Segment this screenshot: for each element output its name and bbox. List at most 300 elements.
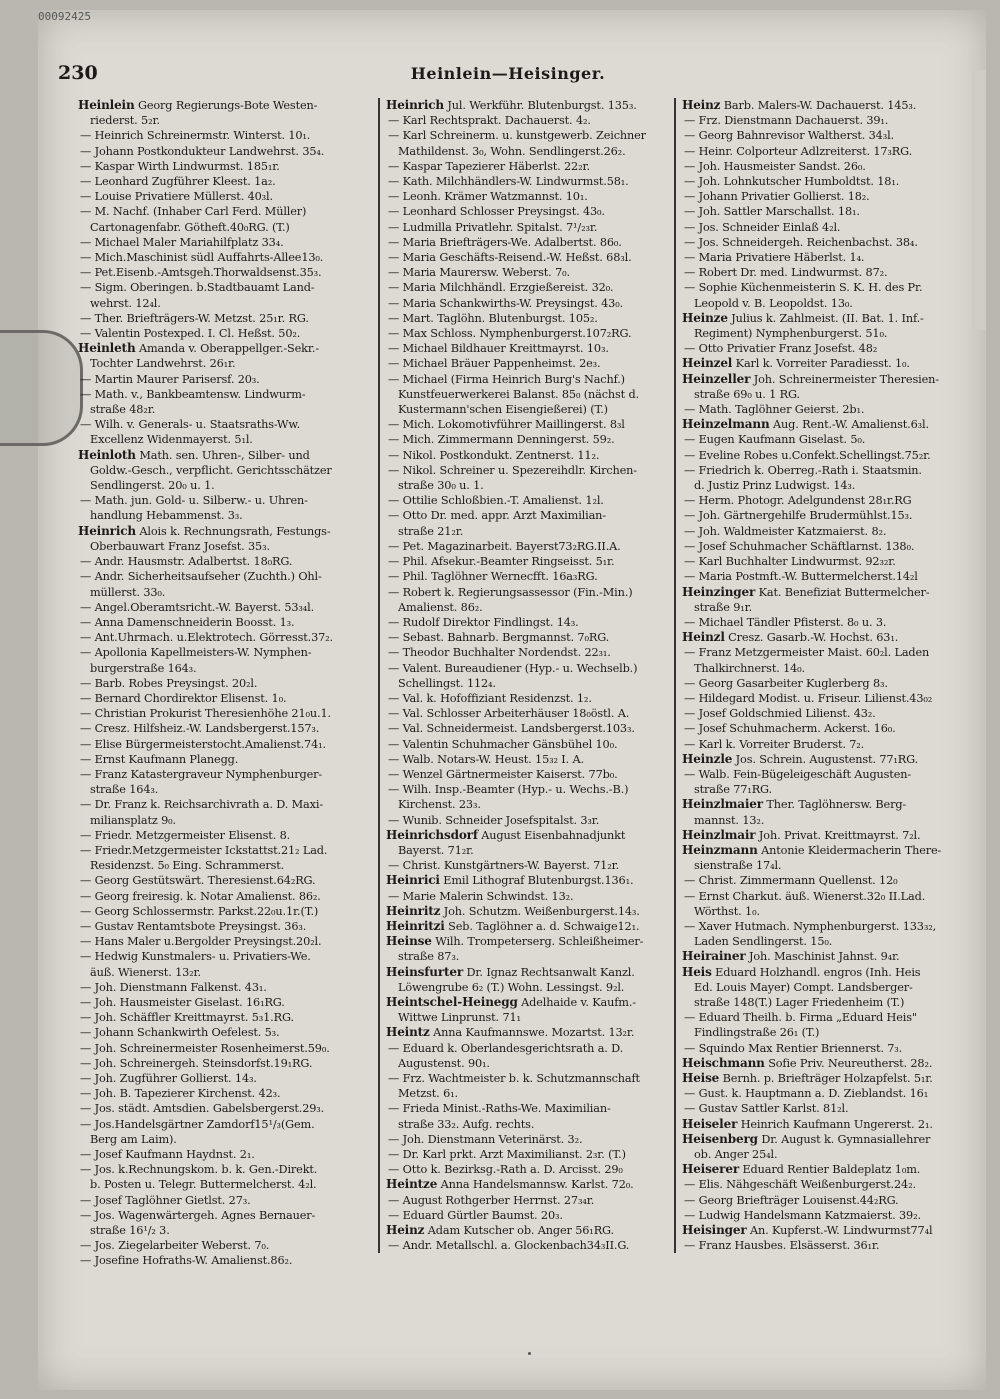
entry-text: straße 21₂r.: [398, 524, 464, 538]
entry-text: d. Justiz Prinz Ludwigst. 14₃.: [694, 479, 856, 493]
directory-entry: [682, 843, 972, 858]
entry-text: — Eduard Gürtler Baumst. 20₃.: [388, 1208, 563, 1222]
entry-text: — Valentin Postexped. I. Cl. Heßst. 50₂.: [80, 327, 301, 341]
directory-entry: [78, 630, 370, 645]
directory-entry: [682, 1025, 972, 1040]
entry-text: burgerstraße 164₃.: [90, 661, 197, 675]
entry-text: — Louise Privatiere Müllerst. 40₃l.: [80, 190, 273, 204]
directory-entry: [682, 706, 972, 721]
directory-entry: [78, 311, 370, 326]
entry-text: b. Posten u. Telegr. Buttermelcherst. 4₂l.: [90, 1178, 317, 1192]
directory-entry: [386, 326, 674, 341]
entry-text: — Elise Bürgermeisterstocht.Amalienst.74₁.: [80, 737, 326, 751]
surname-heading: Heintz: [386, 1025, 430, 1040]
directory-entry: [386, 1193, 674, 1208]
entry-text: Emil Lithograf Blutenburgst.136₁.: [439, 874, 634, 888]
entry-text: Seb. Taglöhner a. d. Schwaige12₁.: [444, 919, 640, 933]
surname-heading: Heinse: [386, 934, 432, 949]
directory-entry: [78, 949, 370, 964]
directory-entry: [682, 1162, 972, 1177]
entry-text: — Josef Taglöhner Gietlst. 27₃.: [80, 1193, 251, 1207]
entry-text: — Eduard k. Oberlandesgerichtsrath a. D.: [388, 1041, 624, 1055]
entry-text: mannst. 13₂.: [694, 813, 765, 827]
entry-text: Oberbauwart Franz Josefst. 35₃.: [90, 539, 270, 553]
entry-text: Schellingst. 112₄.: [398, 676, 496, 690]
surname-heading: Heiseler: [682, 1116, 738, 1131]
entry-text: Anna Kaufmannswe. Mozartst. 13₂r.: [429, 1026, 635, 1040]
binder-clip: [0, 330, 83, 446]
directory-entry: [78, 569, 370, 584]
entry-text: handlung Hebammenst. 3₃.: [90, 509, 243, 523]
entry-text: — Wenzel Gärtnermeister Kaiserst. 77b₀.: [388, 767, 618, 781]
entry-text: Wörthst. 1₀.: [694, 904, 760, 918]
directory-entry: [386, 1086, 674, 1101]
entry-text: Excellenz Widenmayerst. 5₁l.: [90, 433, 253, 447]
directory-entry: [78, 1010, 370, 1025]
entry-text: — Robert Dr. med. Lindwurmst. 87₂.: [684, 266, 888, 280]
entry-text: — Friedr. Metzgermeister Elisenst. 8.: [80, 828, 291, 842]
entry-text: — Georg Briefträger Louisenst.44₂RG.: [684, 1193, 899, 1207]
entry-text: Amalienst. 86₂.: [398, 600, 483, 614]
entry-text: straße 48₂r.: [90, 403, 156, 417]
entry-text: Julius k. Zahlmeist. (II. Bat. 1. Inf.-: [727, 311, 924, 325]
directory-entry: [78, 858, 370, 873]
entry-text: — Michael Bildhauer Kreittmayrst. 10₃.: [388, 342, 609, 356]
directory-entry: [682, 448, 972, 463]
entry-text: — Michael Maler Mariahilfplatz 33₄.: [80, 235, 284, 249]
directory-entry: [78, 280, 370, 295]
entry-text: — Friedr.Metzgermeister Ickstattst.21₂ Lad.: [80, 843, 328, 857]
directory-entry: [386, 691, 674, 706]
directory-entry: [682, 417, 972, 432]
directory-entry: [386, 463, 674, 478]
directory-entry: [386, 1162, 674, 1177]
entry-text: — Frz. Dienstmann Dachauerst. 39₁.: [684, 114, 889, 128]
directory-entry: [386, 949, 674, 964]
column-3: [674, 98, 972, 1253]
directory-entry: [386, 478, 674, 493]
directory-entry: [682, 280, 972, 295]
entry-text: Thalkirchnerst. 14₀.: [694, 661, 805, 675]
directory-entry: [78, 706, 370, 721]
directory-entry: [78, 965, 370, 980]
entry-text: ob. Anger 25₄l.: [694, 1148, 778, 1162]
entry-text: — Gustav Rentamtsbote Preysingst. 36₃.: [80, 919, 307, 933]
surname-heading: Heinleth: [78, 341, 136, 356]
directory-entry: [682, 1010, 972, 1025]
entry-text: — Anna Damenschneiderin Boosst. 1₃.: [80, 615, 295, 629]
directory-entry: [78, 113, 370, 128]
directory-entry: [78, 615, 370, 630]
entry-text: wehrst. 12₄l.: [90, 296, 161, 310]
directory-entry: [78, 174, 370, 189]
surname-heading: Heinzmann: [682, 842, 758, 857]
entry-text: An. Kupferst.-W. Lindwurmst77₄l: [746, 1224, 933, 1238]
entry-text: Ed. Louis Mayer) Compt. Landsberger-: [694, 980, 913, 994]
directory-entry: [78, 417, 370, 432]
surname-heading: Heiserer: [682, 1162, 740, 1177]
directory-entry: [78, 402, 370, 417]
entry-text: — Karl Schreinerm. u. kunstgewerb. Zeichner: [388, 129, 646, 143]
entry-text: — Marie Malerin Schwindst. 13₂.: [388, 889, 574, 903]
directory-entry: [386, 630, 674, 645]
entry-text: — Mich. Zimmermann Denningerst. 59₂.: [388, 433, 615, 447]
directory-entry: [386, 1025, 674, 1040]
entry-text: — Eugen Kaufmann Giselast. 5₀.: [684, 433, 866, 447]
directory-entry: [386, 265, 674, 280]
directory-entry: [78, 1253, 370, 1268]
entry-text: — Pet. Magazinarbeit. Bayerst73₂RG.II.A.: [388, 539, 621, 553]
entry-text: — Squindo Max Rentier Briennerst. 7₃.: [684, 1041, 903, 1055]
entry-text: — Val. Schlosser Arbeiterhäuser 18₀östl. A.: [388, 707, 630, 721]
entry-text: — Andr. Metallschl. a. Glockenbach34₃II.G.: [388, 1239, 630, 1253]
surname-heading: Heinz: [386, 1223, 425, 1238]
surname-heading: Heinzlmaier: [682, 797, 763, 812]
directory-entry: [386, 569, 674, 584]
surname-heading: Heinrici: [386, 873, 440, 888]
entry-text: Joh. Schreinermeister Theresien-: [750, 372, 939, 386]
directory-entry: [78, 463, 370, 478]
directory-entry: [78, 1177, 370, 1192]
directory-entry: [78, 1162, 370, 1177]
directory-entry: [386, 189, 674, 204]
directory-entry: [78, 919, 370, 934]
entry-text: — Joh. Zugführer Gollierst. 14₃.: [80, 1072, 257, 1085]
entry-text: — Leonh. Krämer Watzmannst. 10₁.: [388, 190, 588, 204]
directory-entry: [78, 645, 370, 660]
entry-text: Löwengrube 6₂ (T.) Wohn. Lessingst. 9₂l.: [398, 980, 625, 994]
directory-entry: [386, 1101, 674, 1116]
entry-text: straße 77₁RG.: [694, 783, 772, 797]
directory-entry: [78, 1147, 370, 1162]
directory-entry: [386, 1208, 674, 1223]
entry-text: Residenzst. 5₀ Eing. Schrammerst.: [90, 859, 285, 873]
entry-text: — Johann Postkondukteur Landwehrst. 35₄.: [80, 144, 325, 158]
entry-text: — Math. v., Bankbeamtensw. Lindwurm-: [80, 387, 306, 401]
entry-text: Math. sen. Uhren-, Silber- und: [135, 448, 310, 462]
entry-text: — Dr. Franz k. Reichsarchivrath a. D. Maxi-: [80, 798, 323, 812]
entry-text: — Valent. Bureaudiener (Hyp.- u. Wechselb.): [388, 661, 638, 675]
entry-text: — Val. k. Hofoffiziant Residenzst. 1₂.: [388, 691, 592, 705]
surname-heading: Heinz: [682, 98, 721, 112]
directory-entry: [386, 813, 674, 828]
directory-entry: [386, 387, 674, 402]
entry-text: — Ottilie Schloßbien.-T. Amalienst. 1₂l.: [388, 494, 604, 508]
surname-heading: Heinloth: [78, 447, 136, 462]
entry-text: — Eduard Theilh. b. Firma „Eduard Heis": [684, 1011, 917, 1025]
directory-entry: [682, 600, 972, 615]
entry-text: Kirchenst. 23₃.: [398, 798, 481, 812]
entry-text: — Karl Buchhalter Lindwurmst. 92₃₂r.: [684, 555, 896, 569]
surname-heading: Heinritzi: [386, 918, 445, 933]
directory-entry: [78, 1041, 370, 1056]
directory-entry: [386, 919, 674, 934]
entry-text: — Friedrich k. Oberreg.-Rath i. Staatsmin.: [684, 463, 922, 477]
directory-entry: [386, 1010, 674, 1025]
directory-entry: [386, 782, 674, 797]
directory-entry: [682, 767, 972, 782]
entry-text: — Jos. Wagenwärtergeh. Agnes Bernauer-: [80, 1208, 316, 1222]
directory-entry: [682, 220, 972, 235]
entry-text: — Hedwig Kunstmalers- u. Privatiers-We.: [80, 950, 311, 964]
directory-entry: [386, 1132, 674, 1147]
entry-text: — Jos. Ziegelarbeiter Weberst. 7₀.: [80, 1239, 270, 1253]
entry-text: — Christian Prokurist Theresienhöhe 21₀u.1.: [80, 707, 331, 721]
directory-entry: [78, 265, 370, 280]
entry-text: — Phil. Afsekur.-Beamter Ringseisst. 5₁r.: [388, 555, 615, 569]
directory-entry: [682, 569, 972, 584]
directory-entry: [682, 1177, 972, 1192]
directory-entry: [386, 843, 674, 858]
entry-text: — Joh. Schreinergeh. Steinsdorfst.19₁RG.: [80, 1056, 313, 1070]
entry-text: Adam Kutscher ob. Anger 56₁RG.: [424, 1224, 614, 1238]
directory-entry: [682, 1208, 972, 1223]
entry-text: — Barb. Robes Preysingst. 20₂l.: [80, 676, 258, 690]
directory-entry: [78, 493, 370, 508]
entry-text: Tochter Landwehrst. 26₁r.: [90, 357, 236, 371]
entry-text: — Rudolf Direktor Findlingst. 14₃.: [388, 615, 579, 629]
directory-entry: [78, 1208, 370, 1223]
directory-entry: [386, 767, 674, 782]
entry-text: straße 9₁r.: [694, 600, 753, 614]
entry-text: — Georg Schlossermstr. Parkst.22₀u.1r.(T.): [80, 904, 319, 918]
directory-entry: [78, 128, 370, 143]
column-2: [378, 98, 674, 1253]
entry-text: — Georg Gasarbeiter Kuglerberg 8₃.: [684, 676, 888, 690]
directory-entry: [78, 691, 370, 706]
directory-entry: [386, 159, 674, 174]
directory-entry: [78, 189, 370, 204]
entry-text: — Georg Gestütswärt. Theresienst.64₂RG.: [80, 874, 316, 888]
entry-text: — Robert k. Regierungsassessor (Fin.-Min.): [388, 585, 633, 599]
directory-entry: [386, 889, 674, 904]
entry-text: — Andr. Sicherheitsaufseher (Zuchth.) Ohl-: [80, 570, 322, 584]
entry-text: — Joh. Schäffler Kreittmayrst. 5₃1.RG.: [80, 1011, 294, 1025]
directory-entry: [682, 630, 972, 645]
directory-entry: [78, 220, 370, 235]
entry-text: — Martin Maurer Parisersf. 20₃.: [80, 372, 260, 386]
directory-entry: [682, 1117, 972, 1132]
surname-heading: Heise: [682, 1071, 720, 1085]
entry-text: — Franz Hausbes. Elsässerst. 36₁r.: [684, 1239, 880, 1253]
directory-entry: [78, 524, 370, 539]
surname-heading: Heintschel-Heinegg: [386, 994, 518, 1009]
directory-entry: [386, 934, 674, 949]
directory-entry: [78, 585, 370, 600]
entry-text: — Christ. Zimmermann Quellenst. 12₀: [684, 874, 898, 888]
entry-text: straße 164₃.: [90, 783, 159, 797]
entry-text: — Mich.Maschinist südl Auffahrts-Allee13₀.: [80, 251, 324, 265]
entry-text: — Elis. Nähgeschäft Weißenburgerst.24₂.: [684, 1178, 916, 1192]
directory-entry: [78, 235, 370, 250]
entry-text: — Ant.Uhrmach. u.Elektrotech. Görresst.37₂.: [80, 631, 333, 645]
directory-entry: [682, 493, 972, 508]
entry-text: — Herm. Photogr. Adelgundenst 28₁r.RG: [684, 494, 912, 508]
entry-text: Joh. Maschinist Jahnst. 9₄r.: [745, 950, 900, 964]
surname-heading: Heinzelmann: [682, 417, 770, 432]
entry-text: — Ther. Briefträgers-W. Metzst. 25₁r. RG.: [80, 311, 309, 325]
entry-text: — Mich. Lokomotivführer Maillingerst. 8₃l: [388, 418, 625, 432]
entry-text: — Pet.Eisenb.-Amtsgeh.Thorwaldsenst.35₃.: [80, 266, 322, 280]
entry-text: Sofie Priv. Neureutherst. 28₂.: [764, 1056, 933, 1070]
directory-entry: [386, 98, 674, 113]
entry-text: Dr. Ignaz Rechtsanwalt Kanzl.: [463, 965, 635, 979]
entry-text: — Xaver Hutmach. Nymphenburgerst. 133₃₂,: [684, 919, 937, 933]
directory-entry: [682, 128, 972, 143]
directory-entry: [386, 235, 674, 250]
entry-text: straße 148(T.) Lager Friedenheim (T.): [694, 995, 905, 1009]
directory-entry: [682, 113, 972, 128]
directory-entry: [682, 1056, 972, 1071]
directory-entry: [386, 645, 674, 660]
directory-entry: [78, 508, 370, 523]
ink-speck: [528, 1352, 531, 1355]
entry-text: — Kaspar Tapezierer Häberlst. 22₂r.: [388, 159, 590, 173]
entry-text: — Andr. Hausmstr. Adalbertst. 18₀RG.: [80, 555, 293, 569]
entry-text: — Josef Schuhmacherm. Ackerst. 16₀.: [684, 722, 896, 736]
directory-entry: [386, 174, 674, 189]
directory-entry: [386, 1223, 674, 1238]
entry-text: Joh. Schutzm. Weißenburgerst.14₃.: [440, 904, 640, 918]
directory-entry: [682, 873, 972, 888]
surname-heading: Heisinger: [682, 1223, 747, 1238]
directory-entry: [682, 737, 972, 752]
directory-entry: [682, 889, 972, 904]
entry-text: — Theodor Buchhalter Nordendst. 22₃₁.: [388, 646, 611, 660]
entry-text: — Cresz. Hilfsheiz.-W. Landsbergerst.157₃.: [80, 722, 320, 736]
surname-heading: Heinze: [682, 310, 728, 325]
directory-entry: [386, 417, 674, 432]
entry-text: — Joh. Sattler Marschallst. 18₁.: [684, 205, 860, 219]
directory-entry: [78, 600, 370, 615]
directory-entry: [682, 995, 972, 1010]
surname-heading: Heinrich: [78, 523, 136, 538]
directory-entry: [78, 1132, 370, 1147]
directory-entry: [682, 1132, 972, 1147]
entry-text: — Phil. Taglöhner Wernecfft. 16a₃RG.: [388, 570, 598, 584]
entry-text: — Maria Milchhändl. Erzgießereist. 32₀.: [388, 281, 614, 295]
entry-text: — Maria Privatiere Häberlst. 1₄.: [684, 251, 865, 265]
entry-text: — Joh. Hausmeister Giselast. 16₁RG.: [80, 995, 285, 1009]
directory-entry: [386, 1041, 674, 1056]
directory-entry: [682, 296, 972, 311]
directory-entry: [682, 204, 972, 219]
directory-entry: [386, 1177, 674, 1192]
directory-entry: [682, 524, 972, 539]
directory-entry: [682, 919, 972, 934]
entry-text: — Hans Maler u.Bergolder Preysingst.20₂l.: [80, 935, 322, 949]
directory-entry: [682, 144, 972, 159]
directory-entry: [78, 250, 370, 265]
directory-entry: [682, 615, 972, 630]
entry-text: — Nikol. Postkondukt. Zentnerst. 11₂.: [388, 448, 600, 462]
entry-text: — Eveline Robes u.Confekt.Schellingst.75₂r.: [684, 448, 931, 462]
directory-entry: [682, 828, 972, 843]
entry-text: Metzst. 6₁.: [398, 1087, 458, 1101]
directory-entry: [78, 661, 370, 676]
directory-entry: [78, 843, 370, 858]
entry-text: Laden Sendlingerst. 15₀.: [694, 935, 833, 949]
directory-entry: [78, 1056, 370, 1071]
entry-text: Sendlingerst. 20₀ u. 1.: [90, 479, 215, 493]
entry-text: — Josef Kaufmann Haydnst. 2₁.: [80, 1148, 255, 1162]
directory-entry: [682, 813, 972, 828]
directory-entry: [682, 1071, 972, 1086]
directory-entry: [78, 1223, 370, 1238]
entry-text: — Michael Tändler Pfisterst. 8₀ u. 3.: [684, 615, 887, 629]
entry-text: — Josef Goldschmied Lilienst. 43₂.: [684, 707, 876, 721]
entry-text: — Joh. Gärtnergehilfe Brudermühlst.15₃.: [684, 509, 913, 523]
surname-heading: Heisenberg: [682, 1131, 758, 1146]
entry-text: Wilh. Trompeterserg. Schleißheimer-: [431, 935, 644, 949]
directory-entry: [682, 554, 972, 569]
directory-entry: [386, 965, 674, 980]
entry-text: Mathildenst. 3₀, Wohn. Sendlingerst.26₂.: [398, 144, 626, 158]
directory-entry: [78, 737, 370, 752]
directory-entry: [78, 995, 370, 1010]
entry-text: müllerst. 33₀.: [90, 585, 166, 599]
directory-entry: [78, 326, 370, 341]
directory-entry: [78, 296, 370, 311]
entry-text: Eduard Rentier Baldeplatz 1₀m.: [739, 1163, 921, 1177]
entry-text: — Karl k. Vorreiter Bruderst. 7₂.: [684, 737, 865, 751]
directory-entry: [78, 1101, 370, 1116]
directory-entry: [386, 356, 674, 371]
surname-heading: Heinrichsdorf: [386, 827, 478, 842]
directory-entry: [682, 463, 972, 478]
directory-entry: [682, 356, 972, 371]
directory-entry: [682, 1086, 972, 1101]
surname-heading: Heinritz: [386, 903, 441, 918]
directory-entry: [386, 615, 674, 630]
entry-text: — Josefine Hofraths-W. Amalienst.86₂.: [80, 1254, 293, 1268]
directory-entry: [682, 1041, 972, 1056]
directory-entry: [682, 189, 972, 204]
directory-entry: [386, 493, 674, 508]
directory-entry: [682, 311, 972, 326]
entry-text: — Frz. Wachtmeister b. k. Schutzmannschaft: [388, 1072, 640, 1085]
entry-text: Antonie Kleidermacherin There-: [757, 843, 942, 857]
entry-text: — Joh. Dienstmann Veterinärst. 3₂.: [388, 1132, 583, 1146]
directory-entry: [386, 752, 674, 767]
directory-entry: [386, 1117, 674, 1132]
entry-text: — Maria Geschäfts-Reisend.-W. Heßst. 68₃l.: [388, 251, 632, 265]
directory-entry: [78, 1071, 370, 1086]
directory-entry: [386, 204, 674, 219]
entry-text: — August Rothgerber Herrnst. 27₃₄r.: [388, 1193, 595, 1207]
directory-entry: [386, 980, 674, 995]
entry-text: Cresz. Gasarb.-W. Hochst. 63₁.: [724, 631, 899, 645]
directory-entry: [386, 706, 674, 721]
entry-text: — Josef Schuhmacher Schäftlarnst. 138₀.: [684, 539, 915, 553]
directory-entry: [386, 448, 674, 463]
directory-entry: [386, 144, 674, 159]
entry-text: — Bernard Chordirektor Elisenst. 1₀.: [80, 691, 287, 705]
directory-entry: [78, 1238, 370, 1253]
entry-text: riederst. 5₂r.: [90, 114, 160, 128]
entry-text: — Heinr. Colporteur Adlzreiterst. 17₃RG.: [684, 144, 913, 158]
directory-entry: [78, 159, 370, 174]
directory-entry: [386, 128, 674, 143]
directory-entry: [78, 721, 370, 736]
entry-text: — Otto Dr. med. appr. Arzt Maximilian-: [388, 509, 606, 523]
entry-text: Eduard Holzhandl. engros (Inh. Heis: [711, 965, 921, 979]
directory-entry: [682, 432, 972, 447]
directory-entry: [386, 508, 674, 523]
directory-entry: [682, 858, 972, 873]
entry-text: straße 30₀ u. 1.: [398, 479, 484, 493]
entry-text: Augustenst. 90₁.: [398, 1056, 490, 1070]
